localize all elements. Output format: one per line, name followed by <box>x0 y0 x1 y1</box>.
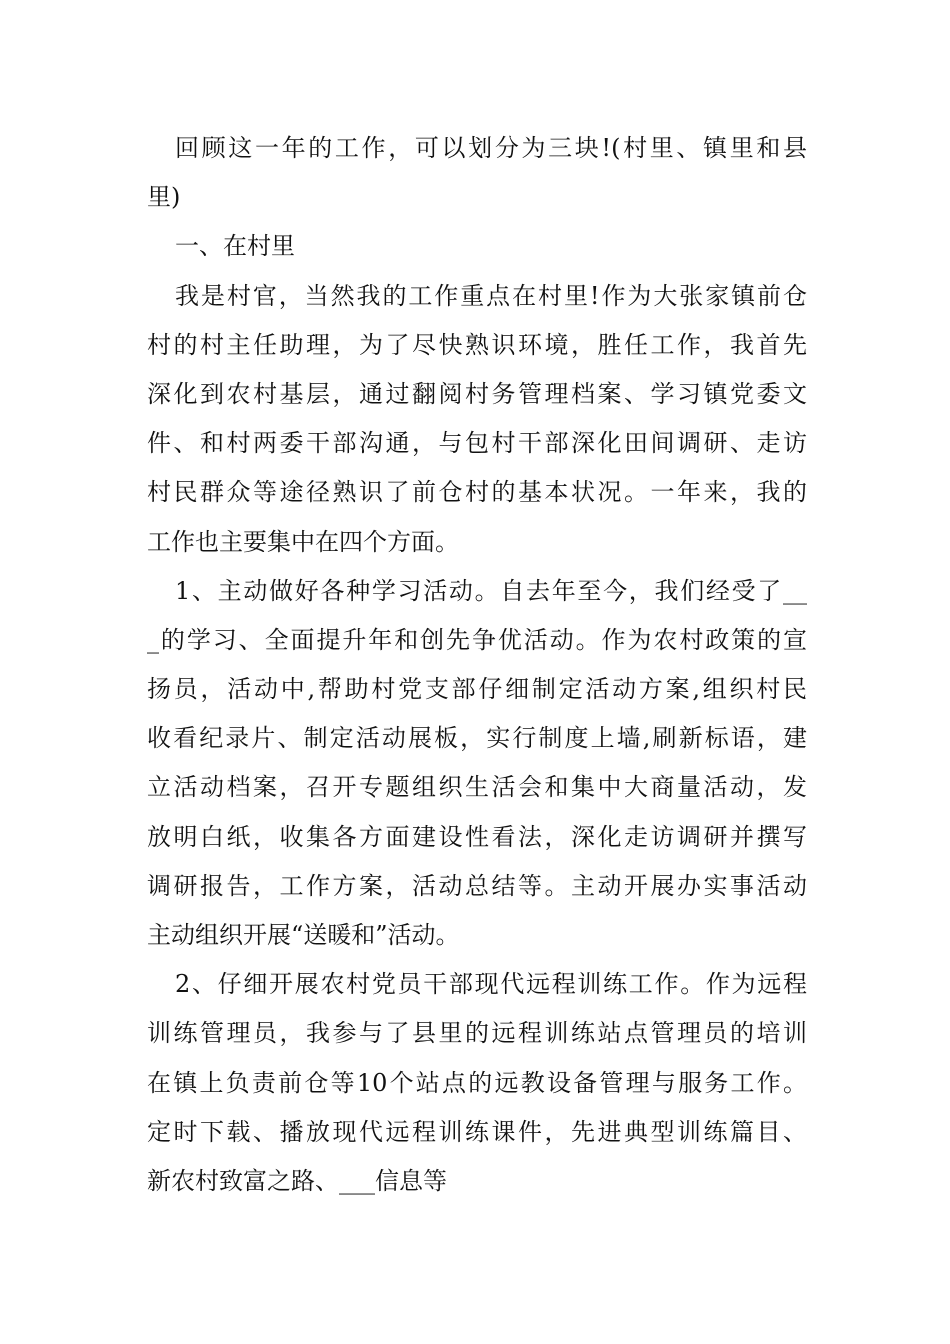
paragraph-line: 新农村致富之路、___信息等 <box>147 1166 447 1195</box>
paragraph-line: 在镇上负责前仓等10个站点的远教设备管理与服务工作。 <box>147 1068 807 1097</box>
paragraph-line: 里) <box>147 183 181 212</box>
paragraph-line: 回顾这一年的工作，可以划分为三块!(村里、镇里和县 <box>175 134 807 162</box>
paragraph-line: 村民群众等途径熟识了前仓村的基本状况。一年来，我的 <box>147 478 807 507</box>
paragraph-line: _的学习、全面提升年和创先争优活动。作为农村政策的宣 <box>147 625 807 654</box>
paragraph-line: 工作也主要集中在四个方面。 <box>147 527 459 556</box>
paragraph-line: 2、仔细开展农村党员干部现代远程训练工作。作为远程 <box>175 970 807 999</box>
paragraph-line: 村的村主任助理，为了尽快熟识环境，胜任工作，我首先 <box>147 330 807 359</box>
paragraph-line: 件、和村两委干部沟通，与包村干部深化田间调研、走访 <box>147 429 807 458</box>
paragraph-line: 训练管理员，我参与了县里的远程训练站点管理员的培训 <box>147 1019 807 1048</box>
paragraph-line: 扬员，活动中,帮助村党支部仔细制定活动方案,组织村民 <box>147 675 807 704</box>
document-body <box>147 124 807 1206</box>
paragraph-line: 1、主动做好各种学习活动。自去年至今，我们经受了__ <box>175 576 807 605</box>
paragraph-line: 定时下载、播放现代远程训练课件，先进典型训练篇目、 <box>147 1117 807 1146</box>
paragraph-line: 调研报告，工作方案，活动总结等。主动开展办实事活动 <box>147 871 807 900</box>
paragraph-line: 放明白纸，收集各方面建设性看法，深化走访调研并撰写 <box>147 822 807 851</box>
paragraph-line: 立活动档案，召开专题组织生活会和集中大商量活动，发 <box>147 773 807 802</box>
paragraph-line: 收看纪录片、制定活动展板，实行制度上墙,刷新标语，建 <box>147 724 807 753</box>
paragraph-line: 深化到农村基层，通过翻阅村务管理档案、学习镇党委文 <box>147 379 807 408</box>
section-heading: 一、在村里 <box>175 232 295 261</box>
paragraph-line: 我是村官，当然我的工作重点在村里!作为大张家镇前仓 <box>175 281 807 310</box>
paragraph-line: 主动组织开展“送暖和”活动。 <box>147 921 460 949</box>
